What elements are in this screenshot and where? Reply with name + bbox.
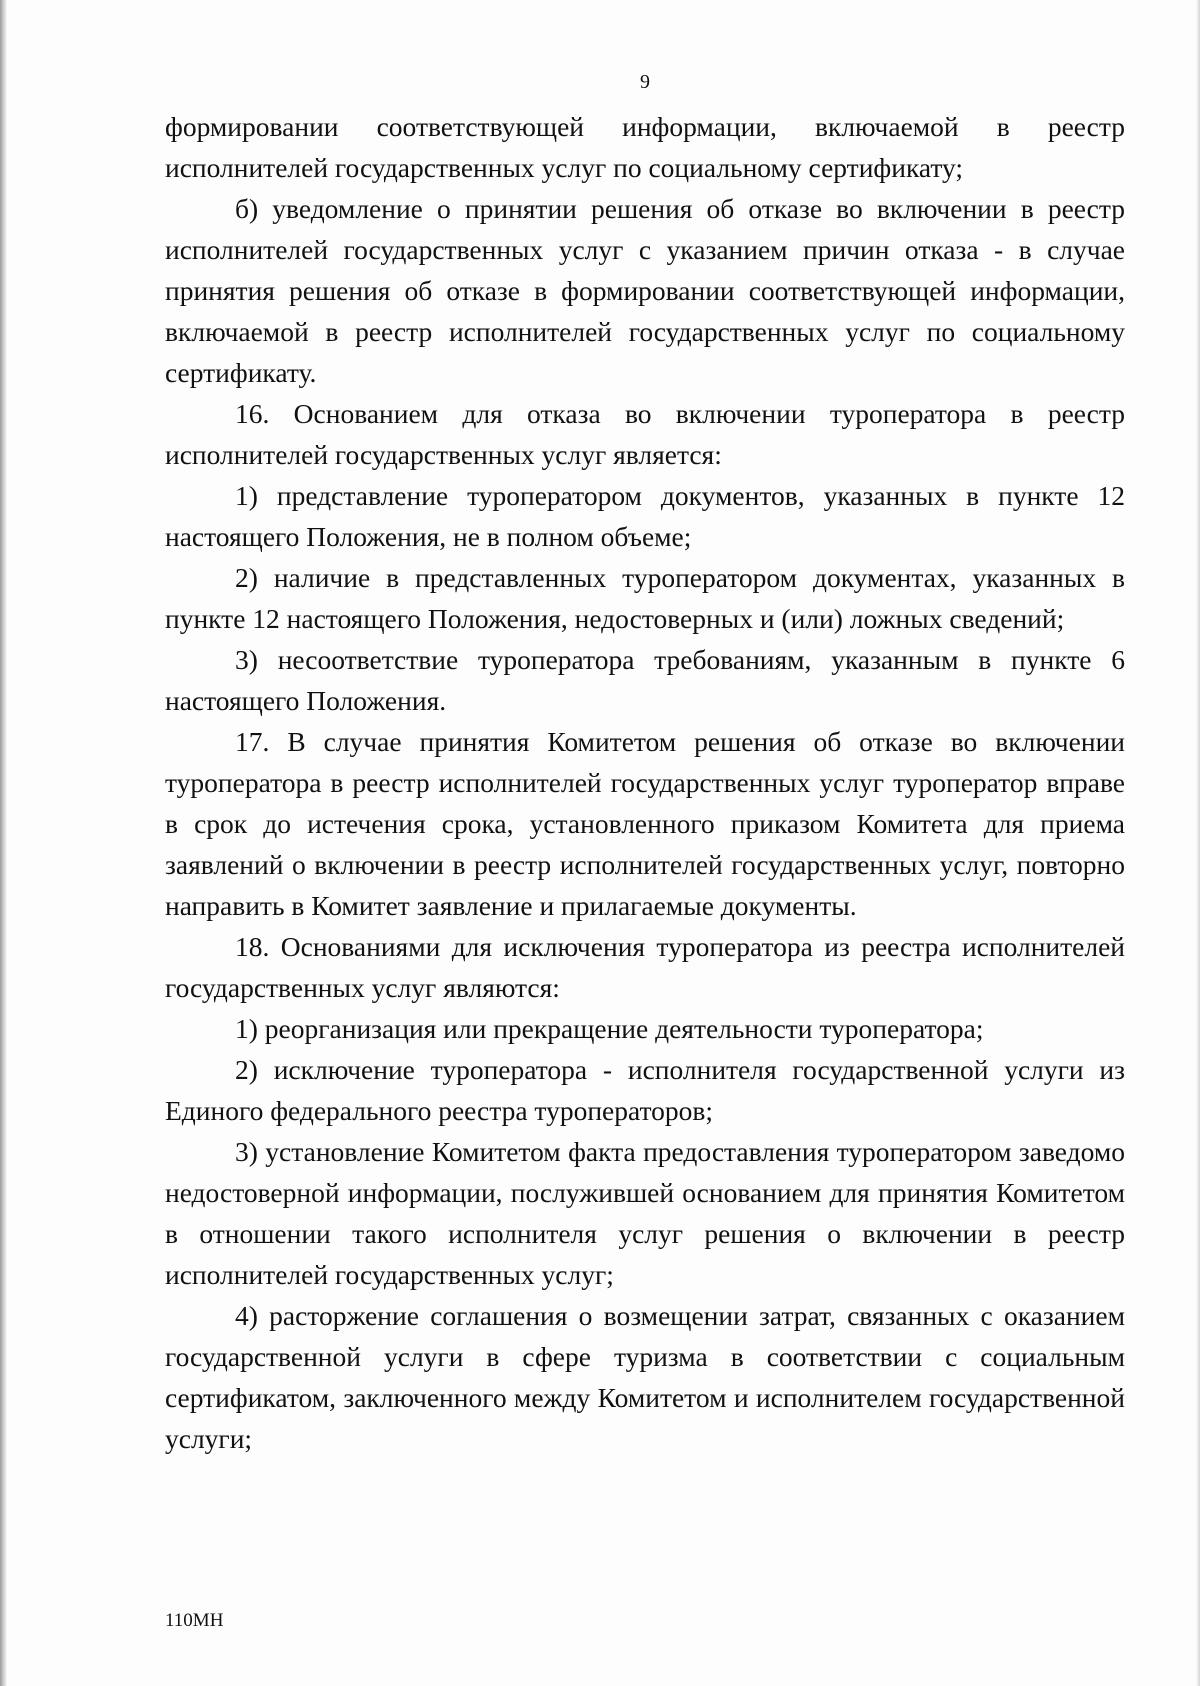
document-body [165,106,1125,1459]
paragraph-continuation: формировании соответствующей информации, включаемой в реестр исполнителей государственных услуг по социальному сертификату; [165,111,1125,183]
scan-edge-left [0,0,7,1686]
paragraph-clause-18-item-3: 3) установление Комитетом факта предоставления туроператором заведомо недостоверной информации, послужившей основанием для принятия Комитетом в отношении такого исполнителя услуг решения о включении в реестр исполнителей государственных услуг; [165,1136,1125,1290]
paragraph-clause-16-item-1: 1) представление туроператором документов, указанных в пункте 12 настоящего Положения, не в полном объеме; [165,480,1125,552]
paragraph-clause-18-item-2: 2) исключение туроператора - исполнителя государственной услуги из Единого федерального реестра туроператоров; [165,1054,1125,1126]
paragraph-clause-18: 18. Основаниями для исключения туроператора из реестра исполнителей государственных услуг являются: [165,931,1125,1003]
paragraph-clause-18-item-1: 1) реорганизация или прекращение деятельности туроператора; [235,1013,984,1044]
document-code: 110МН [165,1610,224,1631]
paragraph-clause-18-item-4: 4) расторжение соглашения о возмещении затрат, связанных с оказанием государственной услуги в сфере туризма в соответствии с социальным сертификатом, заключенного между Комитетом и исполнителем государственной услуги; [165,1300,1125,1454]
paragraph-clause-16-item-3: 3) несоответствие туроператора требованиям, указанным в пункте 6 настоящего Положения. [165,644,1125,716]
paragraph-clause-17: 17. В случае принятия Комитетом решения об отказе во включении туроператора в реестр исполнителей государственных услуг туроператор вправе в срок до истечения срока, установленного приказом Комитета для приема заявлений о включении в реестр исполнителей государственных услуг, повторно направить в Комитет заявление и прилагаемые документы. [165,726,1125,921]
paragraph-notification-b: б) уведомление о принятии решения об отказе во включении в реестр исполнителей государственных услуг с указанием причин отказа - в случае принятия решения об отказе в формировании соответствующей информации, включаемой в реестр исполнителей государственных услуг по социальному сертификату. [165,193,1125,388]
paragraph-clause-16: 16. Основанием для отказа во включении туроператора в реестр исполнителей государственных услуг является: [165,398,1125,470]
scan-edge-right [1196,0,1200,1686]
paragraph-clause-16-item-2: 2) наличие в представленных туроператором документах, указанных в пункте 12 настоящего Положения, недостоверных и (или) ложных сведений; [165,562,1125,634]
page-number: 9 [640,71,650,93]
